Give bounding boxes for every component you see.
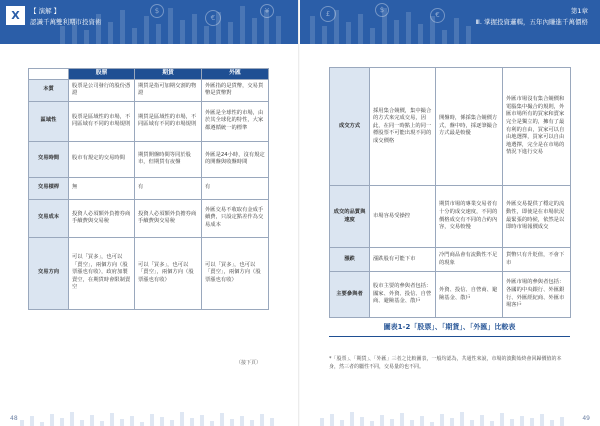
column-header-forex: 外匯 — [202, 69, 269, 80]
table-cell: 無 — [69, 177, 135, 199]
caption-rule — [329, 336, 570, 337]
table-cell: 有 — [135, 177, 202, 199]
row-header: 交易時間 — [29, 141, 69, 177]
header-band — [0, 0, 300, 44]
figure-caption: 圖表1-2「股票」、「期貨」、「外匯」比較表 — [383, 323, 516, 331]
right-page — [300, 0, 600, 426]
table-row — [29, 79, 269, 101]
table-cell: 股市主要的參與者包括：國家、外資、投信、自營商、避險基金、散戶 — [370, 272, 436, 318]
coin-icon: $ — [150, 4, 164, 18]
coin-icon: ¥ — [260, 4, 274, 18]
table-row — [29, 177, 269, 199]
table-cell: 可以「買多」，也可以「賣空」，兩個方向（股票漲也有收） — [135, 237, 202, 309]
comparison-table-left — [28, 68, 269, 310]
table-cell: 外匯是全球性的市場，由於其全球化的特性，大家都遵循統一的標準 — [202, 101, 269, 141]
table-cell: 外匯市場的參與者包括：各國的中央銀行、外匯銀行、外匯經紀商、外匯市場客戶 — [503, 272, 571, 318]
bottom-decoration — [0, 408, 300, 426]
row-header: 交易方向 — [29, 237, 69, 309]
table-cell: 期貨市場的專業交易者有十分的成交速度，不同的價格成交有不同的合約內容，交易較慢 — [436, 186, 503, 248]
table-cell: 貨幣只有升貶值，不會下市 — [503, 248, 571, 272]
table-cell: 外匯是24小時，沒有規定的開盤與收盤時間 — [202, 141, 269, 177]
table-cell: 漲跌股有可能下市 — [370, 248, 436, 272]
table-cell: 外資、投信、自營商、避險基金、散戶 — [436, 272, 503, 318]
row-header: 主要參與者 — [330, 272, 370, 318]
footnote: *「股票」、「期貨」、「外匯」三者之比較圖表，一般均認為，共通性來說，市場的波動始終會回歸價值的本身，然三者的屬性不同，交易量的也不同。 — [329, 356, 562, 371]
table-cell: 股市有規定的交易時間 — [69, 141, 135, 177]
coin-icon: $ — [375, 3, 389, 17]
table-row — [29, 237, 269, 309]
table-cell: 期貨是區域性的市場，不同區域有不同的市場規則 — [135, 101, 202, 141]
table-cell: 開盤時，係採集合競價方式，盤中時，採逐筆撮合方式最是較優 — [436, 68, 503, 186]
table-cell: 股票是區域性的市場，不同區域有不同的市場規則 — [69, 101, 135, 141]
chapter-label: 第1章 — [570, 7, 588, 15]
table-cell: 外匯市場沒有集合競價和電腦集中撮合的規則，外匯市場所有的買家和賣家完全是獨立的，擁有了最有利的自由，買家可以自由地選擇，買家可以自由地選擇，完全是在市場的情況下進行交易 — [503, 68, 571, 186]
comparison-table-right — [329, 67, 571, 318]
row-header: 交易成本 — [29, 199, 69, 237]
corner-cell — [29, 69, 69, 80]
row-header: 本質 — [29, 79, 69, 101]
table-cell: 期貨是指可加期交割的物證 — [135, 79, 202, 101]
hourglass-icon: Ⅹ — [6, 6, 25, 25]
bottom-decoration — [300, 408, 600, 426]
table-row — [29, 101, 269, 141]
table-cell: 採用集合競價，集中撮合的方式來完成交易，因此，在同一時點上的同一標股票不可能出現不同的成交價格 — [370, 68, 436, 186]
row-header: 成交方式 — [330, 68, 370, 186]
table-row — [330, 186, 571, 248]
table-row — [330, 272, 571, 318]
table-cell: 有 — [202, 177, 269, 199]
table-header-row — [29, 69, 269, 80]
table-row — [29, 141, 269, 177]
page-number-right: 49 — [582, 415, 590, 422]
row-header: 交易槓桿 — [29, 177, 69, 199]
table-cell: 市場容易受操控 — [370, 186, 436, 248]
coin-icon: € — [430, 8, 445, 23]
header-tag: 【 演解 】 — [30, 7, 61, 15]
table-cell: 期貨開盤時間等同於股市，但期貨有夜盤 — [135, 141, 202, 177]
row-header: 區域性 — [29, 101, 69, 141]
continued-note: （接下頁） — [236, 360, 262, 366]
coin-icon: € — [205, 10, 221, 26]
table-cell: 冷門商品會有流動性不足的現象 — [436, 248, 503, 272]
table-cell: 可以「買多」，也可以「賣空」，兩個方向（股票漲也有收），政府加製賣空，在期貨時會限制賣空 — [69, 237, 135, 309]
table-cell: 股票是公司發行的股份憑證 — [69, 79, 135, 101]
table-cell: 外匯指的是貨幣，交易貨幣是貨幣對 — [202, 79, 269, 101]
header-subtitle: 認識千萬雙利期市投資術 — [30, 18, 102, 26]
table-cell: 投資人必須額外負擔券商手續費與交易稅 — [135, 199, 202, 237]
chapter-title: Ⅲ. 掌握投資邏輯，五年內賺進千萬價格 — [475, 18, 588, 26]
table-row — [29, 199, 269, 237]
page-number-left: 48 — [10, 415, 18, 422]
table-cell: 投資人必須額外負擔券商手續費與交易稅 — [69, 199, 135, 237]
header-band — [300, 0, 600, 44]
table-row — [330, 68, 571, 186]
column-header-futures: 期貨 — [135, 69, 202, 80]
table-cell: 外匯交易提供了穩定的流動性，即使是在市場狀況最緊張的時候，依然是以即時市場報價成交 — [503, 186, 571, 248]
table-cell: 外匯交易不收取有金成手續費，只設定點差作為交易成本 — [202, 199, 269, 237]
row-header: 成交的品質與速度 — [330, 186, 370, 248]
column-header-stock: 股票 — [69, 69, 135, 80]
table-row — [330, 248, 571, 272]
coin-icon: £ — [320, 6, 336, 22]
row-header: 漲跌 — [330, 248, 370, 272]
table-cell: 可以「買多」，也可以「賣空」，兩個方向（股票漲也有收） — [202, 237, 269, 309]
